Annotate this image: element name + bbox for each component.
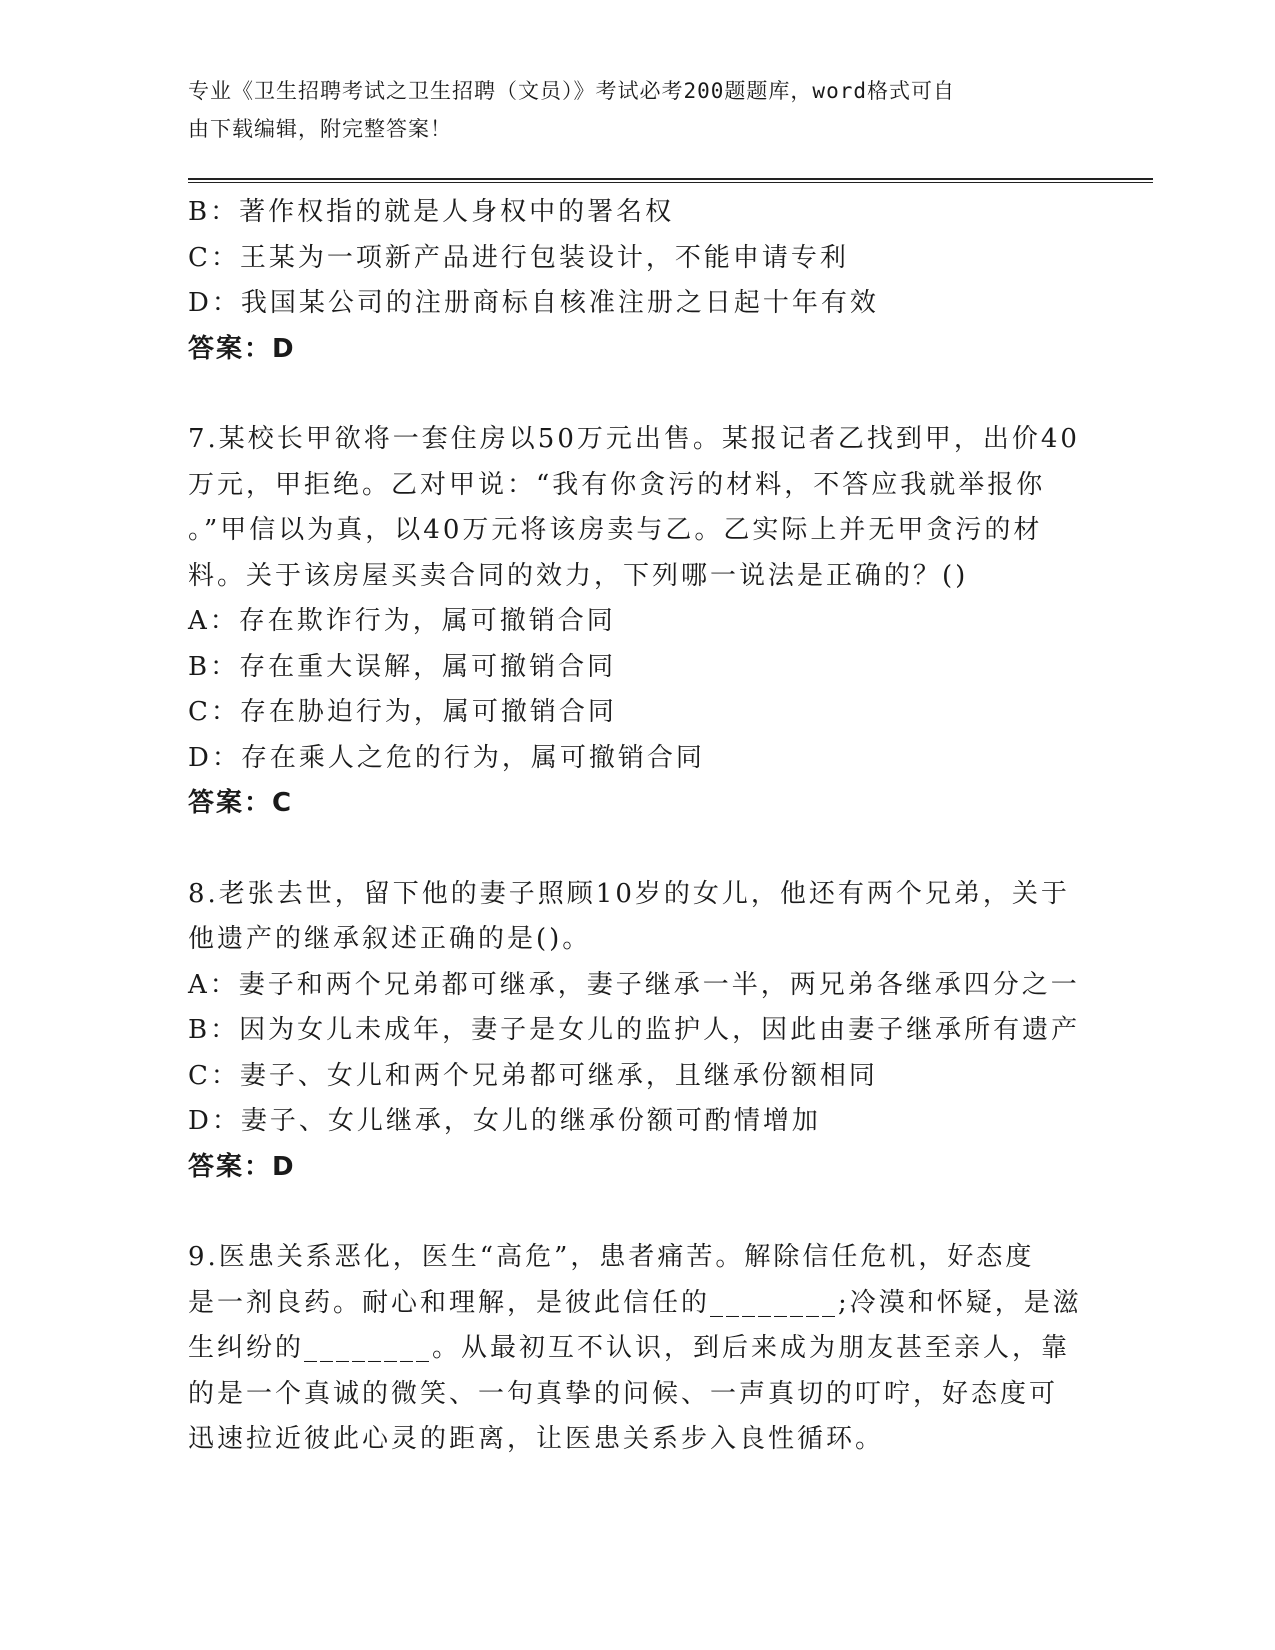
question-text-line: 他遗产的继承叙述正确的是()。 xyxy=(188,924,592,954)
option-d: D：存在乘人之危的行为，属可撤销合同 xyxy=(188,742,705,773)
document-header xyxy=(188,72,1068,148)
question-text-line: 。”甲信以为真，以40万元将该房卖与乙。乙实际上并无甲贪污的材 xyxy=(188,515,1043,545)
option-d: D：我国某公司的注册商标自核准注册之日起十年有效 xyxy=(188,288,879,318)
question-block xyxy=(188,417,1088,827)
question-block xyxy=(188,190,1088,372)
header-line: 由下载编辑，附完整答案！ xyxy=(188,117,452,141)
header-divider xyxy=(188,178,1153,183)
question-text-line: 9.医患关系恶化，医生“高危”，患者痛苦。解除信任危机，好态度 xyxy=(188,1242,1035,1272)
option-c: C：妻子、女儿和两个兄弟都可继承，且继承份额相同 xyxy=(188,1060,878,1091)
option-c: C：王某为一项新产品进行包装设计，不能申请专利 xyxy=(188,242,849,273)
question-block xyxy=(188,1235,1088,1463)
question-text-line: 的是一个真诚的微笑、一句真挚的问候、一声真切的叮咛，好态度可 xyxy=(188,1378,1059,1409)
option-a: A：存在欺诈行为，属可撤销合同 xyxy=(188,606,616,636)
question-text-line: 是一剂良药。耐心和理解，是彼此信任的________;冷漠和怀疑，是滋 xyxy=(188,1287,1082,1318)
question-text-line: 迅速拉近彼此心灵的距离，让医患关系步入良性循环。 xyxy=(188,1424,885,1454)
header-line: 专业《卫生招聘考试之卫生招聘（文员）》考试必考200题题库，word格式可自 xyxy=(188,79,955,103)
option-c: C：存在胁迫行为，属可撤销合同 xyxy=(188,697,617,727)
option-d: D：妻子、女儿继承，女儿的继承份额可酌情增加 xyxy=(188,1106,821,1136)
question-block xyxy=(188,872,1088,1191)
block-spacer xyxy=(188,372,1088,417)
question-text-line: 7.某校长甲欲将一套住房以50万元出售。某报记者乙找到甲，出价40 xyxy=(188,424,1080,454)
option-b: B：著作权指的就是人身权中的署名权 xyxy=(188,197,675,227)
question-text-line: 料。关于该房屋买卖合同的效力，下列哪一说法是正确的？() xyxy=(188,560,969,591)
question-text-line: 万元，甲拒绝。乙对甲说：“我有你贪污的材料，不答应我就举报你 xyxy=(188,469,1046,500)
block-spacer xyxy=(188,1190,1088,1235)
answer-line: 答案：D xyxy=(188,333,296,364)
option-b: B：存在重大误解，属可撤销合同 xyxy=(188,651,617,682)
question-text-line: 生纠纷的________。从最初互不认识，到后来成为朋友甚至亲人，靠 xyxy=(188,1333,1071,1363)
question-text-line: 8.老张去世，留下他的妻子照顾10岁的女儿，他还有两个兄弟，关于 xyxy=(188,878,1070,909)
answer-line: 答案：C xyxy=(188,788,294,818)
answer-line: 答案：D xyxy=(188,1151,296,1182)
option-a: A：妻子和两个兄弟都可继承，妻子继承一半，两兄弟各继承四分之一 xyxy=(188,969,1080,1000)
block-spacer xyxy=(188,827,1088,872)
document-body xyxy=(188,190,1088,1463)
option-b: B：因为女儿未成年，妻子是女儿的监护人，因此由妻子继承所有遗产 xyxy=(188,1015,1081,1045)
